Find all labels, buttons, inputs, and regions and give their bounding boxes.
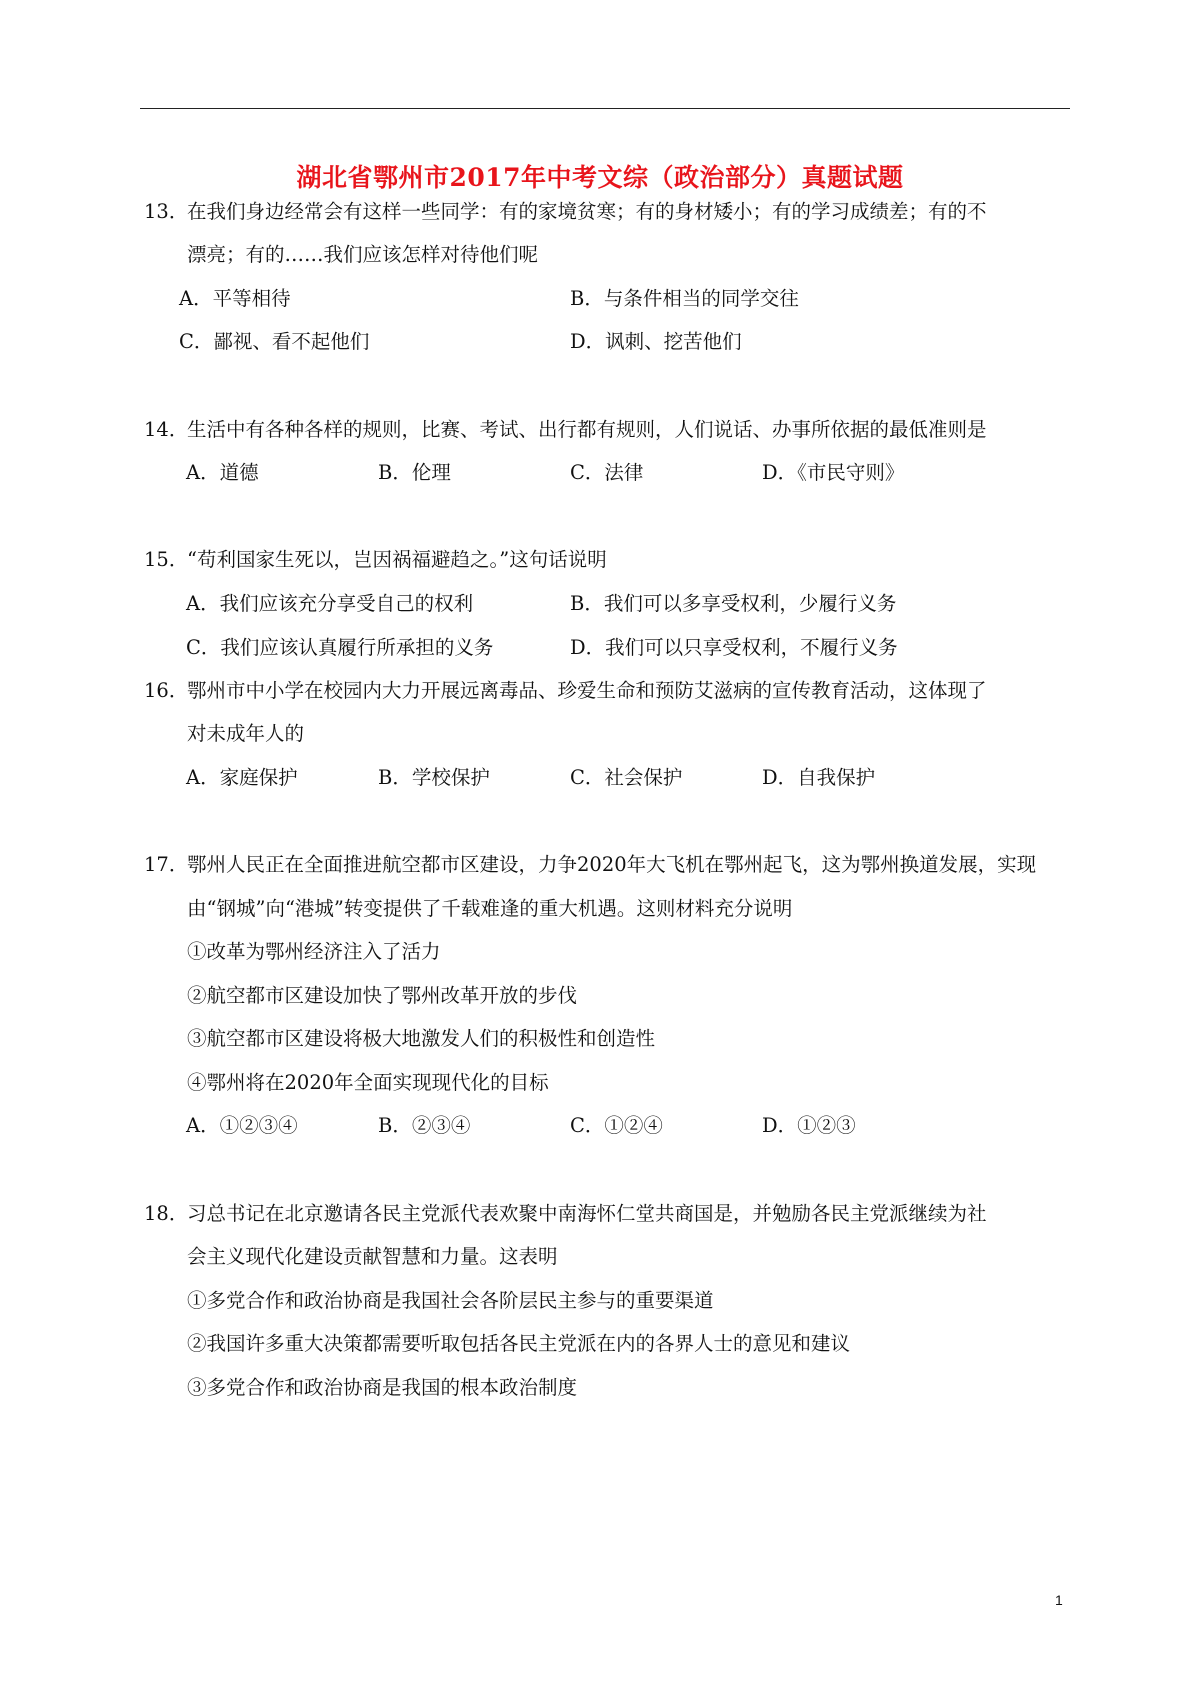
question-number: 14． (144, 418, 189, 441)
option-b (570, 594, 896, 614)
option-a (186, 1116, 298, 1136)
option-text: 法律 (604, 461, 644, 484)
option-d (762, 463, 904, 483)
question-stem: 会主义现代化建设贡献智慧和力量。这表明 (187, 1245, 558, 1268)
header-rule (140, 108, 1070, 109)
option-a (186, 768, 298, 788)
statement: ①多党合作和政治协商是我国社会各阶层民主参与的重要渠道 (187, 1289, 714, 1312)
option-c (570, 1116, 663, 1136)
option-label: D． (762, 1114, 798, 1137)
option-label: B． (570, 592, 604, 615)
option-text: 社会保护 (604, 766, 683, 789)
option-text: 道德 (219, 461, 259, 484)
option-text: 我们可以只享受权利，不履行义务 (605, 636, 898, 659)
option-label: C． (570, 766, 605, 789)
question-number: 18． (144, 1202, 189, 1225)
option-label: B． (378, 1114, 412, 1137)
option-text: 我们可以多享受权利，少履行义务 (603, 592, 897, 615)
option-c (186, 638, 493, 658)
option-a (186, 594, 473, 614)
option-label: C． (186, 636, 221, 659)
option-label: D． (570, 330, 606, 353)
option-text: 我们应该认真履行所承担的义务 (220, 636, 494, 659)
page-number: 1 (1055, 1592, 1063, 1608)
question-stem: 漂亮；有的……我们应该怎样对待他们呢 (187, 243, 539, 266)
option-b (378, 1116, 470, 1136)
option-d (570, 332, 742, 352)
option-label: B． (378, 461, 412, 484)
option-label: D． (762, 766, 798, 789)
option-text: 学校保护 (411, 766, 490, 789)
option-text: 家庭保护 (219, 766, 298, 789)
statement: ③航空都市区建设将极大地激发人们的积极性和创造性 (187, 1027, 656, 1050)
question-number: 13． (144, 200, 189, 223)
option-label: A． (186, 461, 220, 484)
option-text: 平等相待 (212, 287, 291, 310)
question-stem: 鄂州人民正在全面推进航空都市区建设，力争2020年大飞机在鄂州起飞，这为鄂州换道发展，实现 (187, 853, 1037, 876)
option-b (378, 768, 490, 788)
option-label: D． (570, 636, 606, 659)
option-label: C． (570, 1114, 605, 1137)
option-label: B． (378, 766, 412, 789)
option-label: C． (179, 330, 214, 353)
option-a (179, 289, 291, 309)
option-text: 与条件相当的同学交往 (603, 287, 799, 310)
option-text: 自我保护 (797, 766, 876, 789)
option-c (570, 768, 682, 788)
option-b (570, 289, 799, 309)
question-stem: 在我们身边经常会有这样一些同学：有的家境贫寒；有的身材矮小；有的学习成绩差；有的不 (187, 200, 987, 223)
question-stem: 对未成年人的 (187, 722, 305, 745)
option-c (570, 463, 643, 483)
option-text: ①②③④ (219, 1114, 298, 1137)
statement: ③多党合作和政治协商是我国的根本政治制度 (187, 1376, 578, 1399)
option-d (570, 638, 898, 658)
option-label: A． (186, 592, 220, 615)
statement: ④鄂州将在2020年全面实现现代化的目标 (187, 1071, 549, 1094)
option-d (762, 1116, 856, 1136)
option-label: A． (186, 1114, 220, 1137)
statement: ①改革为鄂州经济注入了活力 (187, 940, 441, 963)
option-text: 我们应该充分享受自己的权利 (219, 592, 474, 615)
option-label: D． (762, 461, 798, 484)
option-text: 《市民守则》 (797, 461, 905, 484)
option-text: ①②③ (797, 1114, 856, 1137)
option-text: ①②④ (604, 1114, 663, 1137)
statement: ②航空都市区建设加快了鄂州改革开放的步伐 (187, 984, 578, 1007)
option-text: 讽刺、挖苦他们 (605, 330, 742, 353)
option-d (762, 768, 875, 788)
question-stem: “苟利国家生死以，岂因祸福避趋之。”这句话说明 (187, 548, 607, 571)
question-stem: 习总书记在北京邀请各民主党派代表欢聚中南海怀仁堂共商国是，并勉励各民主党派继续为社 (187, 1202, 987, 1225)
question-number: 16． (144, 679, 189, 702)
document-title: 湖北省鄂州市2017年中考文综（政治部分）真题试题 (296, 163, 904, 192)
question-stem: 生活中有各种各样的规则，比赛、考试、出行都有规则，人们说话、办事所依据的最低准则是 (187, 418, 987, 441)
option-label: C． (570, 461, 605, 484)
option-text: ②③④ (411, 1114, 471, 1137)
option-label: A． (186, 766, 220, 789)
option-c (179, 332, 369, 352)
question-number: 17． (144, 853, 189, 876)
question-stem: 鄂州市中小学在校园内大力开展远离毒品、珍爱生命和预防艾滋病的宣传教育活动，这体现了 (187, 679, 987, 702)
question-number: 15． (144, 548, 189, 571)
option-text: 鄙视、看不起他们 (213, 330, 370, 353)
option-label: A． (179, 287, 213, 310)
option-b (378, 463, 451, 483)
option-a (186, 463, 259, 483)
option-text: 伦理 (411, 461, 451, 484)
statement: ②我国许多重大决策都需要听取包括各民主党派在内的各界人士的意见和建议 (187, 1332, 851, 1355)
question-stem: 由“钢城”向“港城”转变提供了千载难逢的重大机遇。这则材料充分说明 (187, 897, 793, 920)
option-label: B． (570, 287, 604, 310)
